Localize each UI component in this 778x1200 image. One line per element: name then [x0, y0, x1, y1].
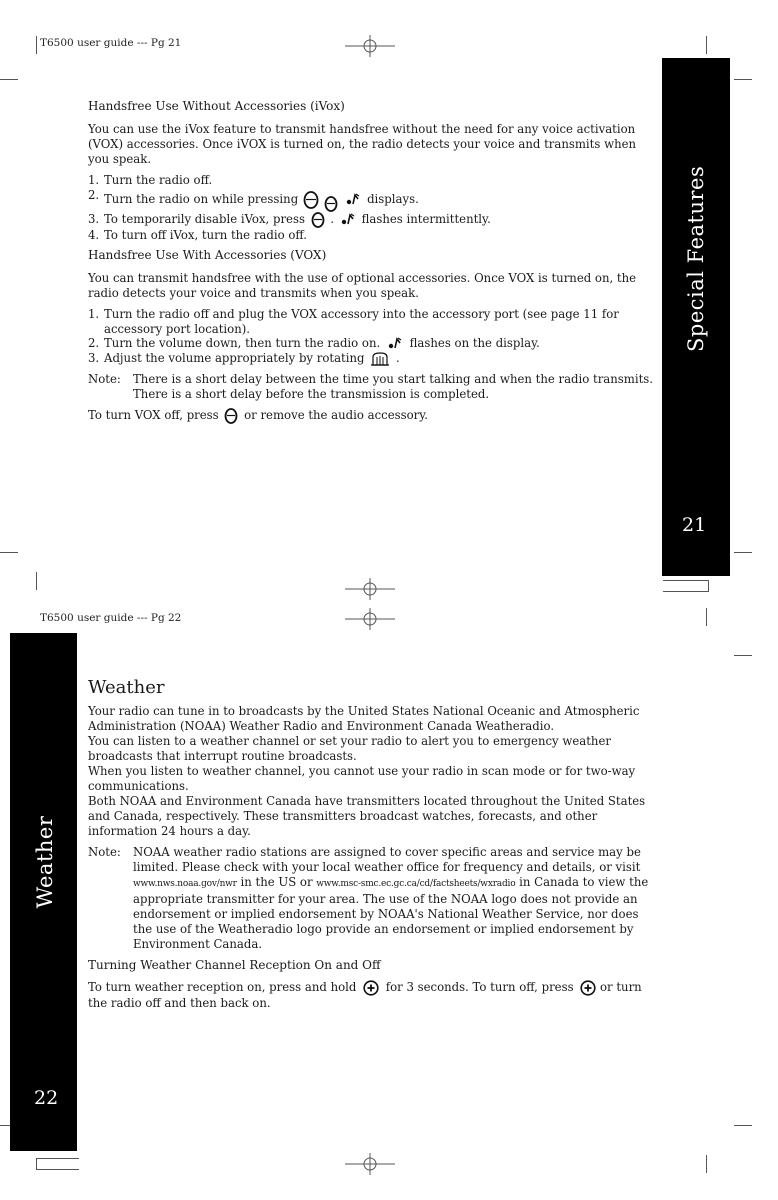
section-title: Handsfree Use Without Accessories (iVox) [88, 99, 345, 113]
weather-button-icon [363, 980, 379, 996]
note-label: Note: [88, 845, 121, 859]
ivox-icon [345, 193, 361, 207]
text: To turn weather reception on, press and hold [88, 980, 357, 994]
section-title: Handsfree Use With Accessories (VOX) [88, 248, 327, 262]
note-text [133, 845, 660, 952]
page-number: 21 [682, 514, 707, 536]
note-text: There is a short delay between the time you start talking and when the radio transmits. There is a short delay before the transmission is completed. [133, 372, 654, 401]
paragraph: You can listen to a weather channel or set your radio to alert you to emergency weather broadcasts that interrupt routine broadcasts. [88, 734, 611, 763]
page-number: 22 [34, 1087, 59, 1109]
note-label: Note: [88, 372, 121, 386]
paragraph: When you listen to weather channel, you cannot use your radio in scan mode or for two-way communications. [88, 764, 636, 793]
step-text: To temporarily disable iVox, press [104, 211, 305, 226]
step-number: 2. [88, 336, 100, 350]
list-item [88, 173, 660, 188]
registration-mark-icon [345, 608, 395, 634]
text: To turn VOX off, press [88, 408, 219, 422]
paragraph [88, 408, 660, 424]
section-tab [10, 633, 77, 1151]
step-number: 1. [88, 173, 100, 187]
crop-mark [706, 36, 707, 54]
note [88, 372, 660, 402]
crop-mark [0, 79, 18, 80]
step-text: Turn the radio off. [104, 173, 213, 187]
step-number: 2. [88, 187, 100, 202]
page-header: T6500 user guide --- Pg 22 [40, 612, 182, 624]
weather-button-icon [580, 980, 596, 996]
step-number: 1. [88, 307, 100, 321]
step-text: Turn the radio off and plug the VOX accessory into the accessory port (see page 11 for accessory port location). [104, 307, 619, 336]
registration-mark-icon [345, 1153, 395, 1179]
monitor-button-icon [324, 196, 338, 212]
list-item [88, 351, 660, 366]
monitor-button-icon [224, 408, 238, 424]
crop-mark [706, 608, 707, 626]
paragraph: You can use the iVox feature to transmit handsfree without the need for any voice activation (VOX) accessories. Once iVOX is turned on, the radio detects your voice and transmits when you speak. [88, 122, 637, 166]
crop-mark [36, 572, 37, 590]
registration-mark-icon [345, 35, 395, 61]
crop-bracket [36, 1158, 79, 1170]
section-tab [662, 58, 730, 576]
list-item [88, 228, 660, 243]
list-item [88, 188, 660, 212]
step-list [88, 307, 660, 366]
step-text: Turn the volume down, then turn the radio on. [104, 336, 381, 350]
ivox-icon [340, 213, 356, 227]
registration-mark-icon [345, 578, 395, 604]
step-number: 3. [88, 351, 100, 365]
crop-mark [734, 655, 752, 656]
note [88, 845, 660, 952]
list-item [88, 336, 660, 351]
paragraph: You can transmit handsfree with the use of optional accessories. Once VOX is turned on, the radio detects your voice and transmits when you speak. [88, 271, 637, 300]
step-list [88, 173, 660, 242]
list-item: 3. To temporarily disable iVox, press . flashes intermittently. [88, 211, 491, 226]
step-text: flashes intermittently. [361, 211, 491, 226]
crop-mark [734, 1125, 752, 1126]
url-link[interactable]: www.nws.noaa.gov/nwr [133, 879, 237, 889]
monitor-button-icon [311, 212, 325, 228]
step-number: 3. [88, 211, 100, 226]
note-text-part: in the US or [240, 875, 313, 889]
note-text-part: in Canada to view the appropriate transmitter for your area. The use of the NOAA logo does not provide an endorsement or implied endorsement by NOAA's National Weather Service, nor does the use of the Weatheradio logo provide an endorsement or implied endorsement by Environment Canada. [133, 875, 649, 951]
step-text: Adjust the volume appropriately by rotating [104, 351, 365, 365]
page-title: Weather [88, 677, 165, 698]
section-tab-label: Special Features [684, 165, 708, 352]
vox-icon [387, 337, 403, 351]
page21-content [88, 98, 660, 424]
step-text: Turn the radio on while pressing [104, 191, 299, 206]
paragraph: Your radio can tune in to broadcasts by the United States National Oceanic and Atmospheric Administration (NOAA) Weather Radio and Environment Canada Weatheradio. [88, 704, 640, 733]
step-text: displays. [367, 191, 419, 206]
step-text: flashes on the display. [409, 336, 540, 350]
page-header: T6500 user guide --- Pg 21 [40, 37, 182, 49]
section-tab-label: Weather [33, 815, 57, 909]
list-item [88, 307, 660, 336]
crop-bracket [663, 580, 709, 592]
step-number: 4. [88, 227, 100, 242]
section-title: Turning Weather Channel Reception On and Off [88, 958, 381, 972]
crop-mark [706, 1155, 707, 1173]
paragraph [88, 980, 660, 1011]
crop-mark [734, 552, 752, 553]
note-text-part: NOAA weather radio stations are assigned to cover specific areas and service may be limited. Please check with your local weather office for frequency and details, or visit [133, 845, 641, 874]
volume-knob-icon [370, 352, 390, 366]
url-link[interactable]: www.msc-smc.ec.gc.ca/cd/factsheets/wxradio [316, 879, 516, 889]
step-text: . [395, 351, 400, 365]
text: or turn the radio off and then back on. [88, 980, 642, 1010]
page22-content [88, 677, 660, 1011]
crop-mark [36, 36, 37, 54]
crop-mark [734, 79, 752, 80]
paragraph: Both NOAA and Environment Canada have transmitters located throughout the United States and Canada, respectively. These transmitters broadcast watches, forecasts, and other information 24 hours a day. [88, 794, 646, 838]
menu-button-icon [303, 191, 319, 209]
text: for 3 seconds. To turn off, press [385, 980, 574, 994]
step-text: To turn off iVox, turn the radio off. [104, 227, 307, 242]
crop-mark [0, 552, 18, 553]
text: or remove the audio accessory. [244, 408, 429, 422]
